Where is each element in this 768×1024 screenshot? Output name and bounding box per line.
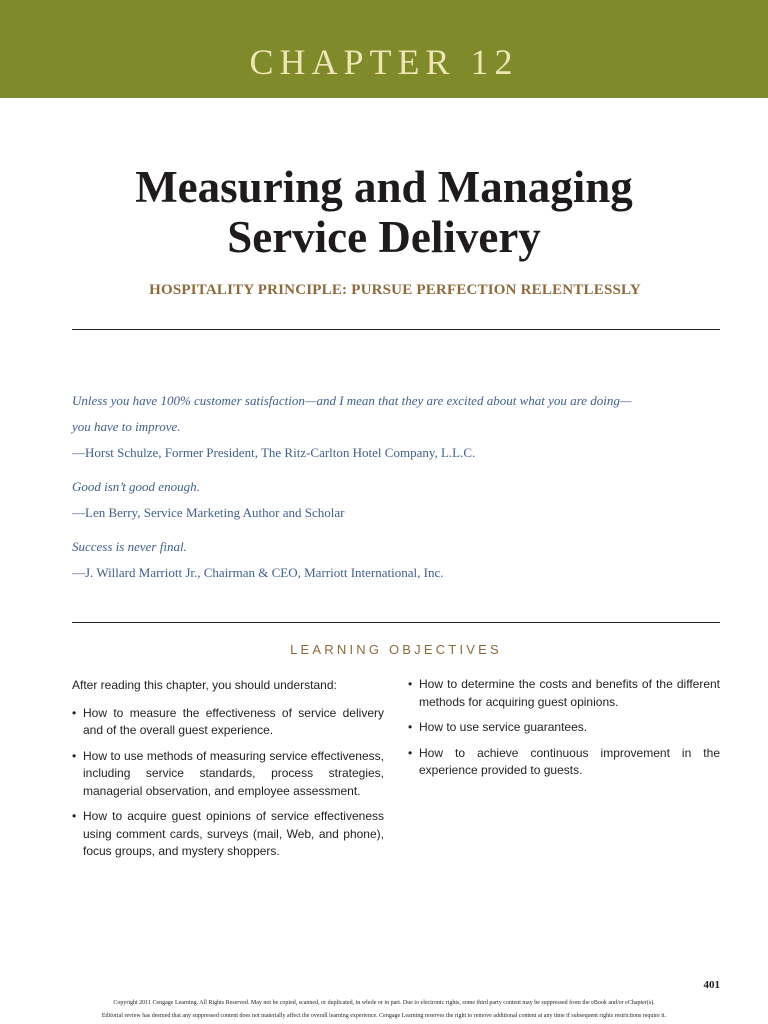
quote-block [72, 534, 712, 586]
epigraph-quotes [72, 388, 712, 594]
objective-text: How to use methods of measuring service effectiveness, including service standards, process strategies, managerial observation, and employee assessment. [83, 748, 384, 798]
bullet-icon: • [72, 809, 77, 823]
objective-text: How to measure the effectiveness of service delivery and of the overall guest experience. [83, 705, 384, 737]
learning-objectives-heading: LEARNING OBJECTIVES [290, 642, 502, 657]
objective-item [408, 719, 720, 737]
copyright-notice: Copyright 2011 Cengage Learning. All Rights Reserved. May not be copied, scanned, or duplicated, in whole or in part. Due to electronic rights, some third party content may be suppressed from the eBook and/or eChapter(s). [113, 1000, 655, 1006]
chapter-title [0, 162, 768, 262]
bullet-icon: • [72, 705, 77, 720]
divider-middle [72, 622, 720, 623]
hospitality-principle: HOSPITALITY PRINCIPLE: PURSUE PERFECTION RELENTLESSLY [149, 282, 641, 298]
objective-text: How to achieve continuous improvement in the experience provided to guests. [419, 745, 720, 777]
quote-text-line: Unless you have 100% customer satisfaction—and I mean that they are excited about what you are doing— [72, 393, 632, 408]
objective-text: How to acquire guest opinions of service effectiveness using comment cards, surveys (mail, Web, and phone), focus groups, and mystery shoppers. [83, 809, 384, 858]
chapter-title-line1: Measuring and Managing [135, 162, 633, 212]
editorial-notice: Editorial review has deemed that any suppressed content does not materially affect the overall learning experience. Cengage Learning reserves the right to remove additional content at any time if subsequent rights restrictions require it. [101, 1013, 667, 1019]
bullet-icon: • [408, 745, 413, 760]
objectives-right-column [408, 676, 720, 788]
bullet-icon: • [408, 720, 413, 734]
objective-item [72, 748, 384, 801]
quote-text [72, 388, 712, 440]
quote-block [72, 474, 712, 526]
objectives-left-column [72, 676, 384, 869]
chapter-label: CHAPTER 12 [249, 42, 519, 82]
objective-text: How to use service guarantees. [419, 720, 588, 734]
quote-text: Good isn’t good enough. [72, 479, 200, 494]
chapter-title-line2: Service Delivery [227, 212, 541, 262]
objective-text: How to determine the costs and benefits of the different methods for acquiring guest opinions. [419, 677, 720, 709]
objective-item [72, 808, 384, 861]
quote-attribution: —J. Willard Marriott Jr., Chairman & CEO, Marriott International, Inc. [72, 565, 444, 580]
quote-attribution: —Len Berry, Service Marketing Author and Scholar [72, 505, 345, 520]
page-number: 401 [703, 979, 720, 991]
bullet-icon: • [72, 748, 77, 763]
quote-attribution: —Horst Schulze, Former President, The Ritz-Carlton Hotel Company, L.L.C. [72, 445, 476, 460]
bullet-icon: • [408, 677, 413, 691]
objective-item [408, 745, 720, 780]
quote-text-line: you have to improve. [72, 419, 181, 434]
divider-top [72, 329, 720, 330]
quote-text: Success is never final. [72, 539, 187, 554]
quote-block [72, 388, 712, 466]
objective-item [72, 705, 384, 740]
objective-item [408, 676, 720, 711]
objectives-intro: After reading this chapter, you should understand: [72, 678, 337, 692]
